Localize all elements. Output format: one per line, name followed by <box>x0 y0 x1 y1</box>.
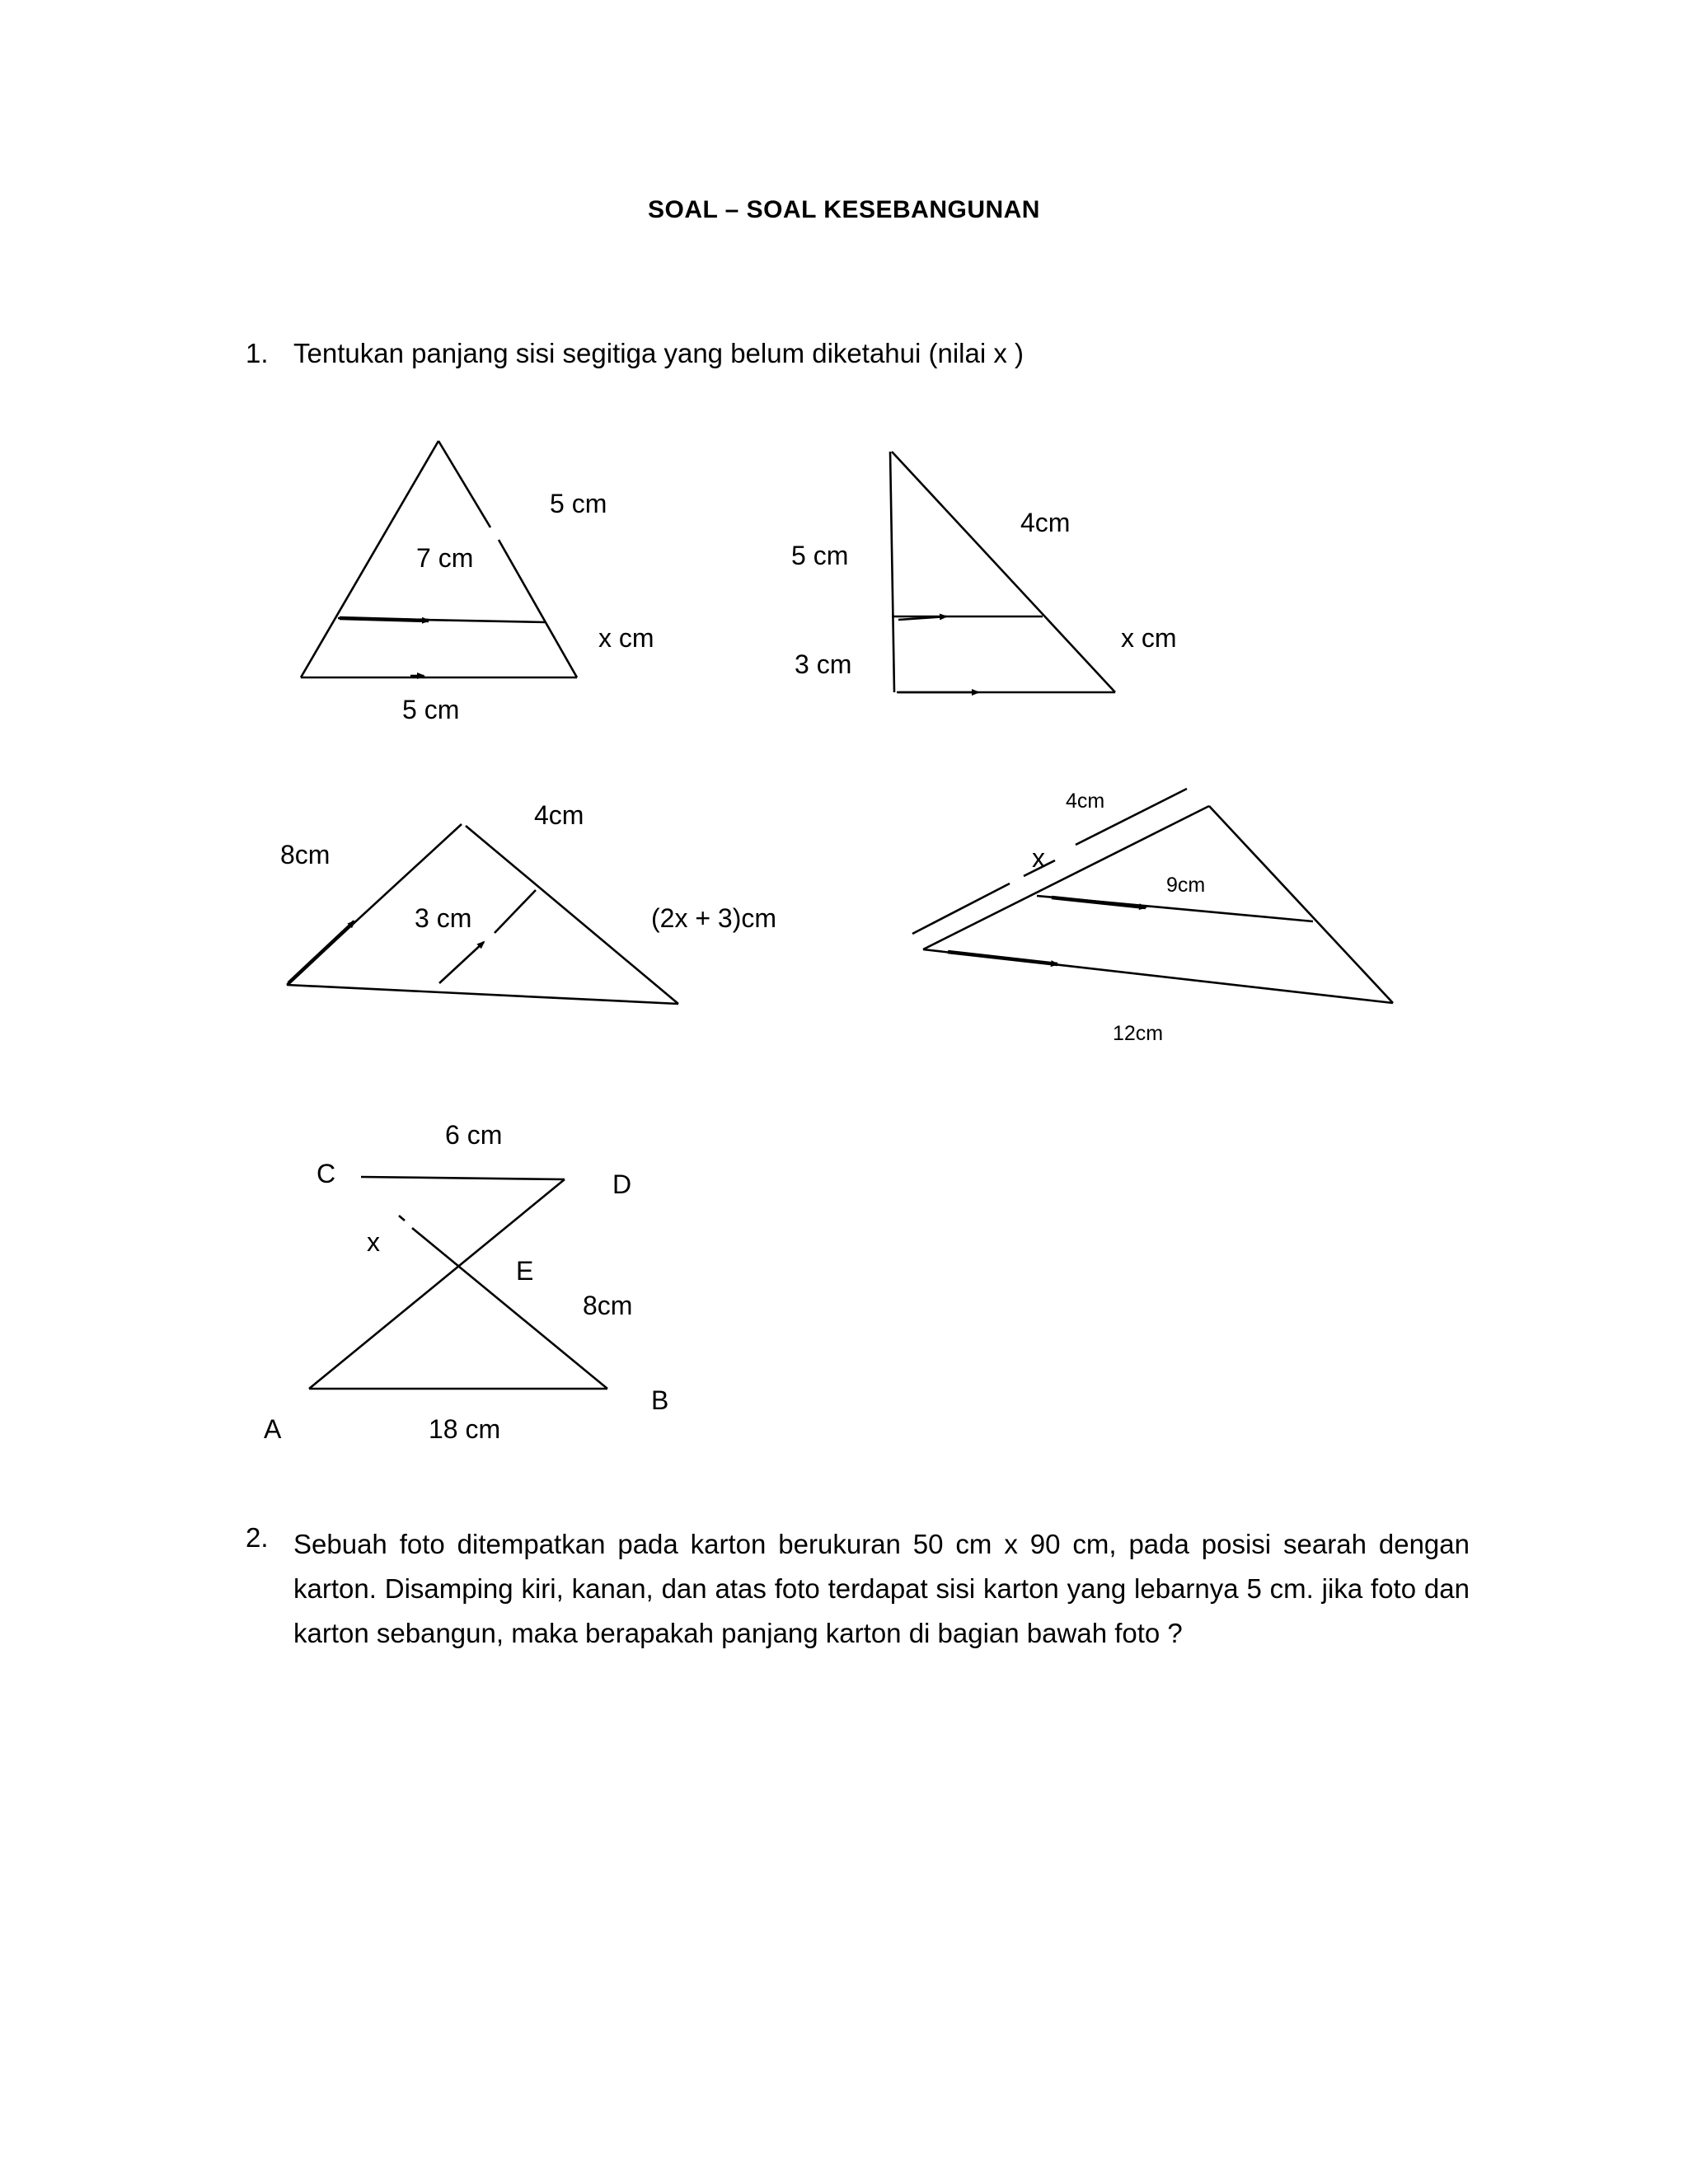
figure-e-point-b: B <box>651 1385 669 1415</box>
figure-d-bottom-label: 12cm <box>1113 1022 1164 1045</box>
figure-d-triangle <box>912 789 1393 1045</box>
question-2-text: Sebuah foto ditempatkan pada karton berukuran 50 cm x 90 cm, pada posisi searah dengan karton. Disamping kiri, kanan, dan atas foto terdapat sisi karton yang lebarnya 5 cm. jika foto dan karton sebangun, maka berapakah panjang karton di bagian bawah foto ? <box>293 1529 1470 1648</box>
question-1-number: 1. <box>246 338 269 368</box>
figure-a-left-label: 7 cm <box>416 543 474 573</box>
figure-a-right-upper-label: 5 cm <box>550 489 607 518</box>
figure-c-left-label: 8cm <box>280 840 331 869</box>
figure-c-inner-label: 3 cm <box>415 903 472 933</box>
figure-e-top-label: 6 cm <box>445 1120 503 1150</box>
figure-a-bottom-label: 5 cm <box>402 695 460 724</box>
question-1-text: Tentukan panjang sisi segitiga yang belum diketahui (nilai x ) <box>293 338 1025 368</box>
figure-e-x-label: x <box>367 1227 380 1257</box>
figure-e-right-label: 8cm <box>583 1291 633 1320</box>
figure-e-point-e: E <box>516 1256 534 1286</box>
figure-e-bowtie <box>264 1120 668 1444</box>
figure-b-left-lower-label: 3 cm <box>795 649 852 679</box>
figure-e-point-d: D <box>612 1169 632 1199</box>
figure-a-right-lower-label: x cm <box>598 623 654 653</box>
figure-e-point-c: C <box>316 1159 336 1188</box>
question-2-number: 2. <box>246 1522 269 1553</box>
figure-e-bottom-label: 18 cm <box>429 1414 501 1444</box>
figure-d-x-label: x <box>1032 843 1045 873</box>
figure-c-triangle <box>280 800 776 1004</box>
figure-d-top-label: 4cm <box>1066 790 1105 813</box>
figure-b-left-upper-label: 5 cm <box>791 541 849 570</box>
figure-d-inner-label: 9cm <box>1166 874 1206 897</box>
page-title: SOAL – SOAL KESEBANGUNAN <box>648 196 1040 223</box>
figure-b-triangle <box>791 452 1177 692</box>
figure-b-right-lower-label: x cm <box>1121 623 1177 653</box>
figure-b-right-upper-label: 4cm <box>1020 508 1071 537</box>
figure-c-right-label: (2x + 3)cm <box>651 903 777 933</box>
figure-e-point-a: A <box>264 1414 282 1444</box>
figure-a-triangle <box>301 441 654 724</box>
figure-c-top-right-label: 4cm <box>534 800 584 830</box>
